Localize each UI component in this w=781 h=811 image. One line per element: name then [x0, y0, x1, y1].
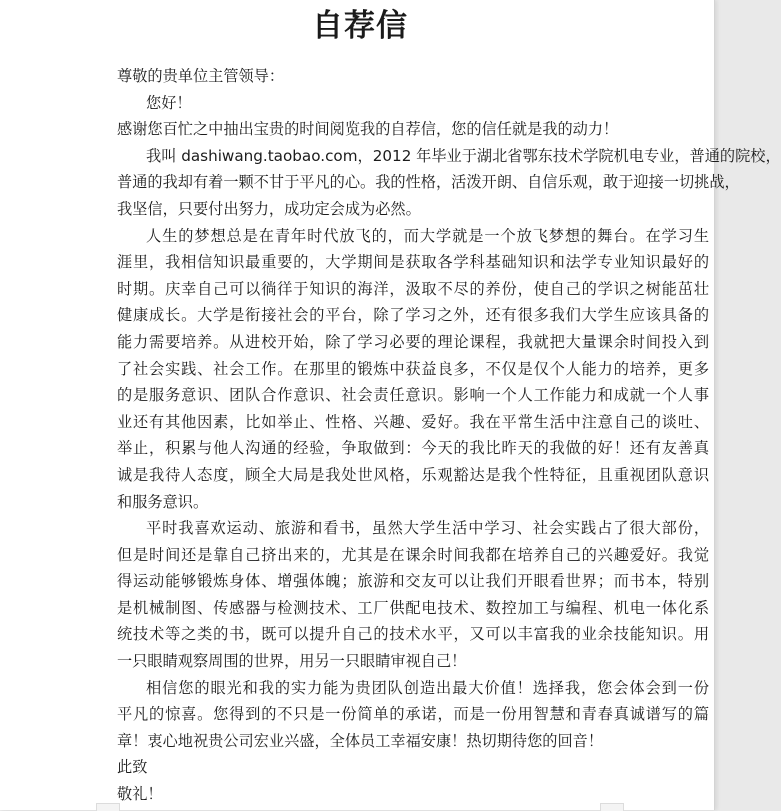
text-line: 的是服务意识、团队合作意识、社会责任意识。影响一个人工作能力和成就一个人事 — [117, 386, 709, 405]
text-line: 相信您的眼光和我的实力能为贵团队创造出最大价值！选择我，您会体会到一份 — [146, 678, 709, 697]
text-line: 人生的梦想总是在青年时代放飞的，而大学就是一个放飞梦想的舞台。在学习生 — [146, 226, 709, 245]
next-page-edge-left — [96, 803, 120, 811]
text-line: 我叫 dashiwang.taobao.com，2012 年毕业于湖北省鄂东技术学院机电专业，普通的院校， — [146, 146, 781, 165]
next-page-edge-right — [600, 803, 624, 811]
text-line: 平凡的惊喜。您得到的不只是一份简单的承诺，而是一份用智慧和青春真诚谱写的篇 — [117, 705, 709, 724]
text-line: 举止，积累与他人沟通的经验，争取做到：今天的我比昨天的我做的好！还有友善真 — [117, 439, 709, 458]
text-line: 能力需要培养。从进校开始，除了学习必要的理论课程，我就把大量课余时间投入到 — [117, 332, 709, 351]
text-line: 时期。庆幸自己可以徜徉于知识的海洋，汲取不尽的养份，使自己的学识之树能茁壮 — [117, 279, 709, 298]
text-line: 但是时间还是靠自己挤出来的，尤其是在课余时间我都在培养自己的兴趣爱好。我觉 — [117, 545, 709, 564]
text-line: 了社会实践、社会工作。在那里的锻炼中获益良多，不仅是仅个人能力的培养，更多 — [117, 359, 709, 378]
text-line: 章！衷心地祝贵公司宏业兴盛，全体员工幸福安康！热切期待您的回音！ — [117, 731, 603, 750]
text-line: 统技术等之类的书，既可以提升自己的技术水平，又可以丰富我的业余技能知识。用 — [117, 625, 709, 644]
text-line: 一只眼睛观察周围的世界，用另一只眼睛审视自己！ — [117, 652, 467, 671]
text-line: 感谢您百忙之中抽出宝贵的时间阅览我的自荐信，您的信任就是我的动力！ — [117, 120, 619, 139]
letter-body — [117, 63, 781, 808]
text-line: 业还有其他因素，比如举止、性格、兴趣、爱好。我在平常生活中注意自己的谈吐、 — [117, 412, 709, 431]
text-line: 我坚信，只要付出努力，成功定会成为必然。 — [117, 199, 421, 218]
text-line: 得运动能够锻炼身体、增强体魄；旅游和交友可以让我们开眼看世界；而书本，特别 — [117, 572, 709, 591]
text-line: 是机械制图、传感器与检测技术、工厂供配电技术、数控加工与编程、机电一体化系 — [117, 598, 709, 617]
text-line: 此致 — [117, 758, 148, 777]
page-title: 自荐信 — [312, 8, 408, 44]
text-line: 健康成长。大学是衔接社会的平台，除了学习之外，还有很多我们大学生应该具备的 — [117, 306, 709, 325]
text-line: 诚是我待人态度，顾全大局是我处世风格，乐观豁达是我个性特征，且重视团队意识 — [117, 465, 709, 484]
text-line: 涯里，我相信知识最重要的，大学期间是获取各学科基础知识和法学专业知识最好的 — [117, 253, 709, 272]
text-line: 和服务意识。 — [117, 492, 209, 511]
text-line: 敬礼！ — [117, 785, 163, 804]
text-line: 平时我喜欢运动、旅游和看书，虽然大学生活中学习、社会实践占了很大部份， — [146, 519, 709, 538]
text-line: 您好！ — [146, 93, 192, 112]
text-line: 尊敬的贵单位主管领导： — [117, 67, 285, 85]
text-line: 普通的我却有着一颗不甘于平凡的心。我的性格，活泼开朗、自信乐观，敢于迎接一切挑战， — [117, 173, 740, 192]
